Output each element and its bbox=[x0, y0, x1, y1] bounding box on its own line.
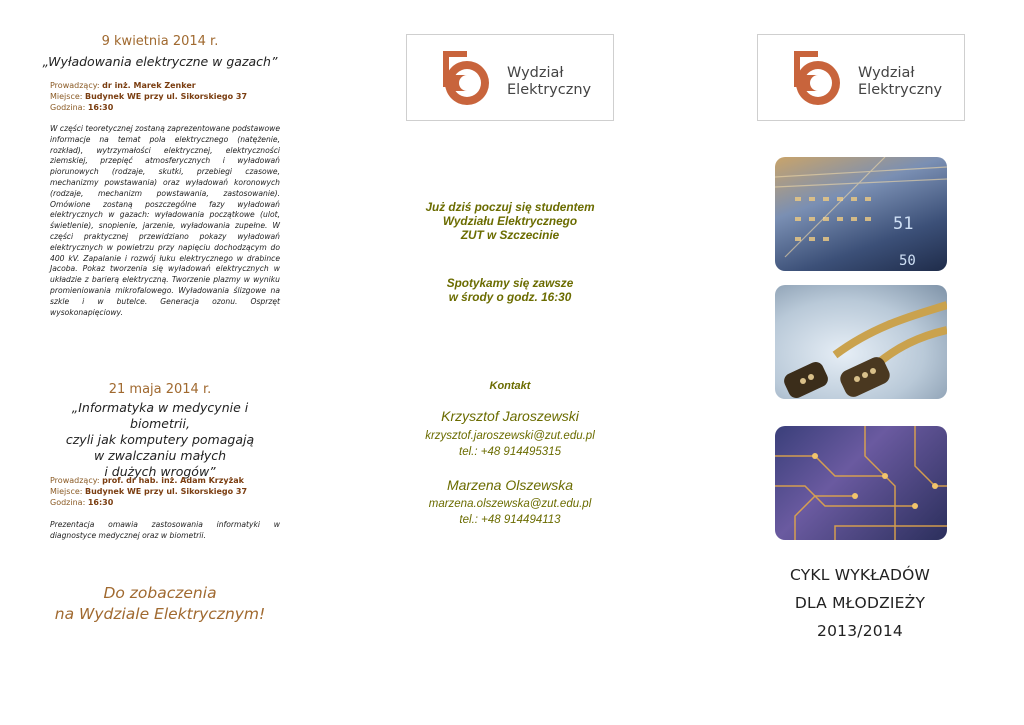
schedule-line: w środy o godz. 16:30 bbox=[448, 290, 572, 304]
left-panel bbox=[40, 0, 280, 725]
pcb-illustration bbox=[775, 426, 947, 540]
faculty-logo-text bbox=[507, 65, 591, 99]
schedule-text bbox=[395, 276, 625, 304]
contact-email[interactable]: krzysztof.jaroszewski@zut.edu.pl bbox=[425, 430, 595, 442]
lecture1-title: „Wyładowania elektryczne w gazach” bbox=[42, 54, 278, 69]
time-value: 16:30 bbox=[87, 103, 114, 112]
place-label: Miejsce: bbox=[50, 92, 83, 101]
time-value: 16:30 bbox=[87, 498, 114, 507]
photo-digits: 51 bbox=[893, 214, 914, 234]
lecture1-description: W części teoretycznej zostaną zaprezentowane podstawowe informacje na temat pola elektrycznego (natężenie, rozkład), wytrzymałości elektrycznej, elektryczności ziemskiej, przepięć atmosferycznych i wyładowań piorunowych (rodzaje, skutki, przebiegi czasowe, mechanizmy powstawania) oraz wyładowań koronowych (rodzaje, mechanizm powstawania, zastosowanie). Omówione zostaną poszczególne fazy wyładowań elektrycznych w gazach: wyładowania początkowe (ulot, świetlenie), snopienie, jarzenie, wyładowania zupełne. W części praktycznej przewidziano pokazy wyładowań elektrycznych w powietrzu przy napięciu dochodzącym do 400 kV. Zapalanie i rozwój łuku elektrycznego w drabince Jacoba. Pokaz tworzenia się wyładowań elektrycznych w układzie z barierą elektryczną. Tworzenie plazmy w wyniku promieniowania mikrofalowego. Wyładowania ślizgowe na szkle i w butelce. Generacja ozonu. Osprzęt wysokonapięciowy. bbox=[50, 124, 280, 317]
circuit-board-illustration bbox=[775, 157, 947, 271]
contact-email[interactable]: marzena.olszewska@zut.edu.pl bbox=[428, 498, 592, 510]
time-label: Godzina: bbox=[50, 498, 86, 507]
cycle-title-line: CYKL WYKŁADÓW bbox=[789, 566, 931, 584]
contact-phone: tel.: +48 914495315 bbox=[459, 446, 561, 458]
place-label: Miejsce: bbox=[50, 487, 83, 496]
promo-line: Wydziału Elektrycznego bbox=[442, 214, 578, 228]
faculty-logo-icon bbox=[429, 45, 501, 113]
lecture2-description: Prezentacja omawia zastosowania informatyki w diagnostyce medycznej oraz w biometrii. bbox=[50, 520, 280, 540]
faculty-logo bbox=[757, 34, 965, 121]
faculty-logo-text bbox=[858, 65, 942, 99]
connectors-illustration bbox=[775, 285, 947, 399]
promo-text bbox=[395, 200, 625, 242]
logo-line: Elektryczny bbox=[858, 82, 943, 98]
circuit-board-photo bbox=[775, 157, 947, 271]
lecture1-meta bbox=[50, 80, 280, 113]
lecture2-title bbox=[40, 400, 280, 480]
cycle-title-line: DLA MŁODZIEŻY bbox=[794, 594, 926, 612]
photo-digits: 50 bbox=[899, 253, 916, 269]
place-value: Budynek WE przy ul. Sikorskiego 37 bbox=[85, 487, 248, 496]
contact-phone: tel.: +48 914494113 bbox=[459, 514, 561, 526]
time-label: Godzina: bbox=[50, 103, 86, 112]
lecture1-date: 9 kwietnia 2014 r. bbox=[101, 34, 219, 49]
lecture2-date: 21 maja 2014 r. bbox=[108, 382, 212, 397]
faculty-logo-icon bbox=[780, 45, 852, 113]
right-panel bbox=[755, 0, 965, 725]
contact-name: Marzena Olszewska bbox=[446, 477, 574, 493]
middle-panel bbox=[395, 0, 625, 725]
contact-heading: Kontakt bbox=[489, 380, 531, 392]
logo-line: Wydział bbox=[858, 65, 915, 81]
place-value: Budynek WE przy ul. Sikorskiego 37 bbox=[85, 92, 248, 101]
lecture2-title-line: czyli jak komputery pomagają bbox=[65, 432, 255, 447]
lecturer-label: Prowadzący: bbox=[50, 81, 100, 90]
lecture2-meta bbox=[50, 475, 280, 508]
lecturer-name: prof. dr hab. inż. Adam Krzyżak bbox=[102, 476, 244, 485]
logo-line: Elektryczny bbox=[507, 82, 592, 98]
contact-name: Krzysztof Jaroszewski bbox=[441, 408, 579, 424]
fiber-optic-connectors-photo bbox=[775, 285, 947, 399]
pcb-traces-photo bbox=[775, 426, 947, 540]
lecture2-title-line: „Informatyka w medycynie i biometrii, bbox=[71, 400, 249, 431]
faculty-logo bbox=[406, 34, 614, 121]
cycle-year: 2013/2014 bbox=[817, 622, 903, 640]
schedule-line: Spotykamy się zawsze bbox=[446, 276, 574, 290]
promo-line: ZUT w Szczecinie bbox=[460, 228, 560, 242]
promo-line: Już dziś poczuj się studentem bbox=[425, 200, 595, 214]
lecturer-label: Prowadzący: bbox=[50, 476, 100, 485]
lecture2-title-line: i dużych wrogów” bbox=[104, 464, 216, 479]
closing-message bbox=[40, 583, 280, 625]
logo-line: Wydział bbox=[507, 65, 564, 81]
lecturer-name: dr inż. Marek Zenker bbox=[102, 81, 196, 90]
closing-line: na Wydziale Elektrycznym! bbox=[54, 605, 266, 623]
lecture2-title-line: w zwalczaniu małych bbox=[93, 448, 227, 463]
closing-line: Do zobaczenia bbox=[103, 584, 217, 602]
